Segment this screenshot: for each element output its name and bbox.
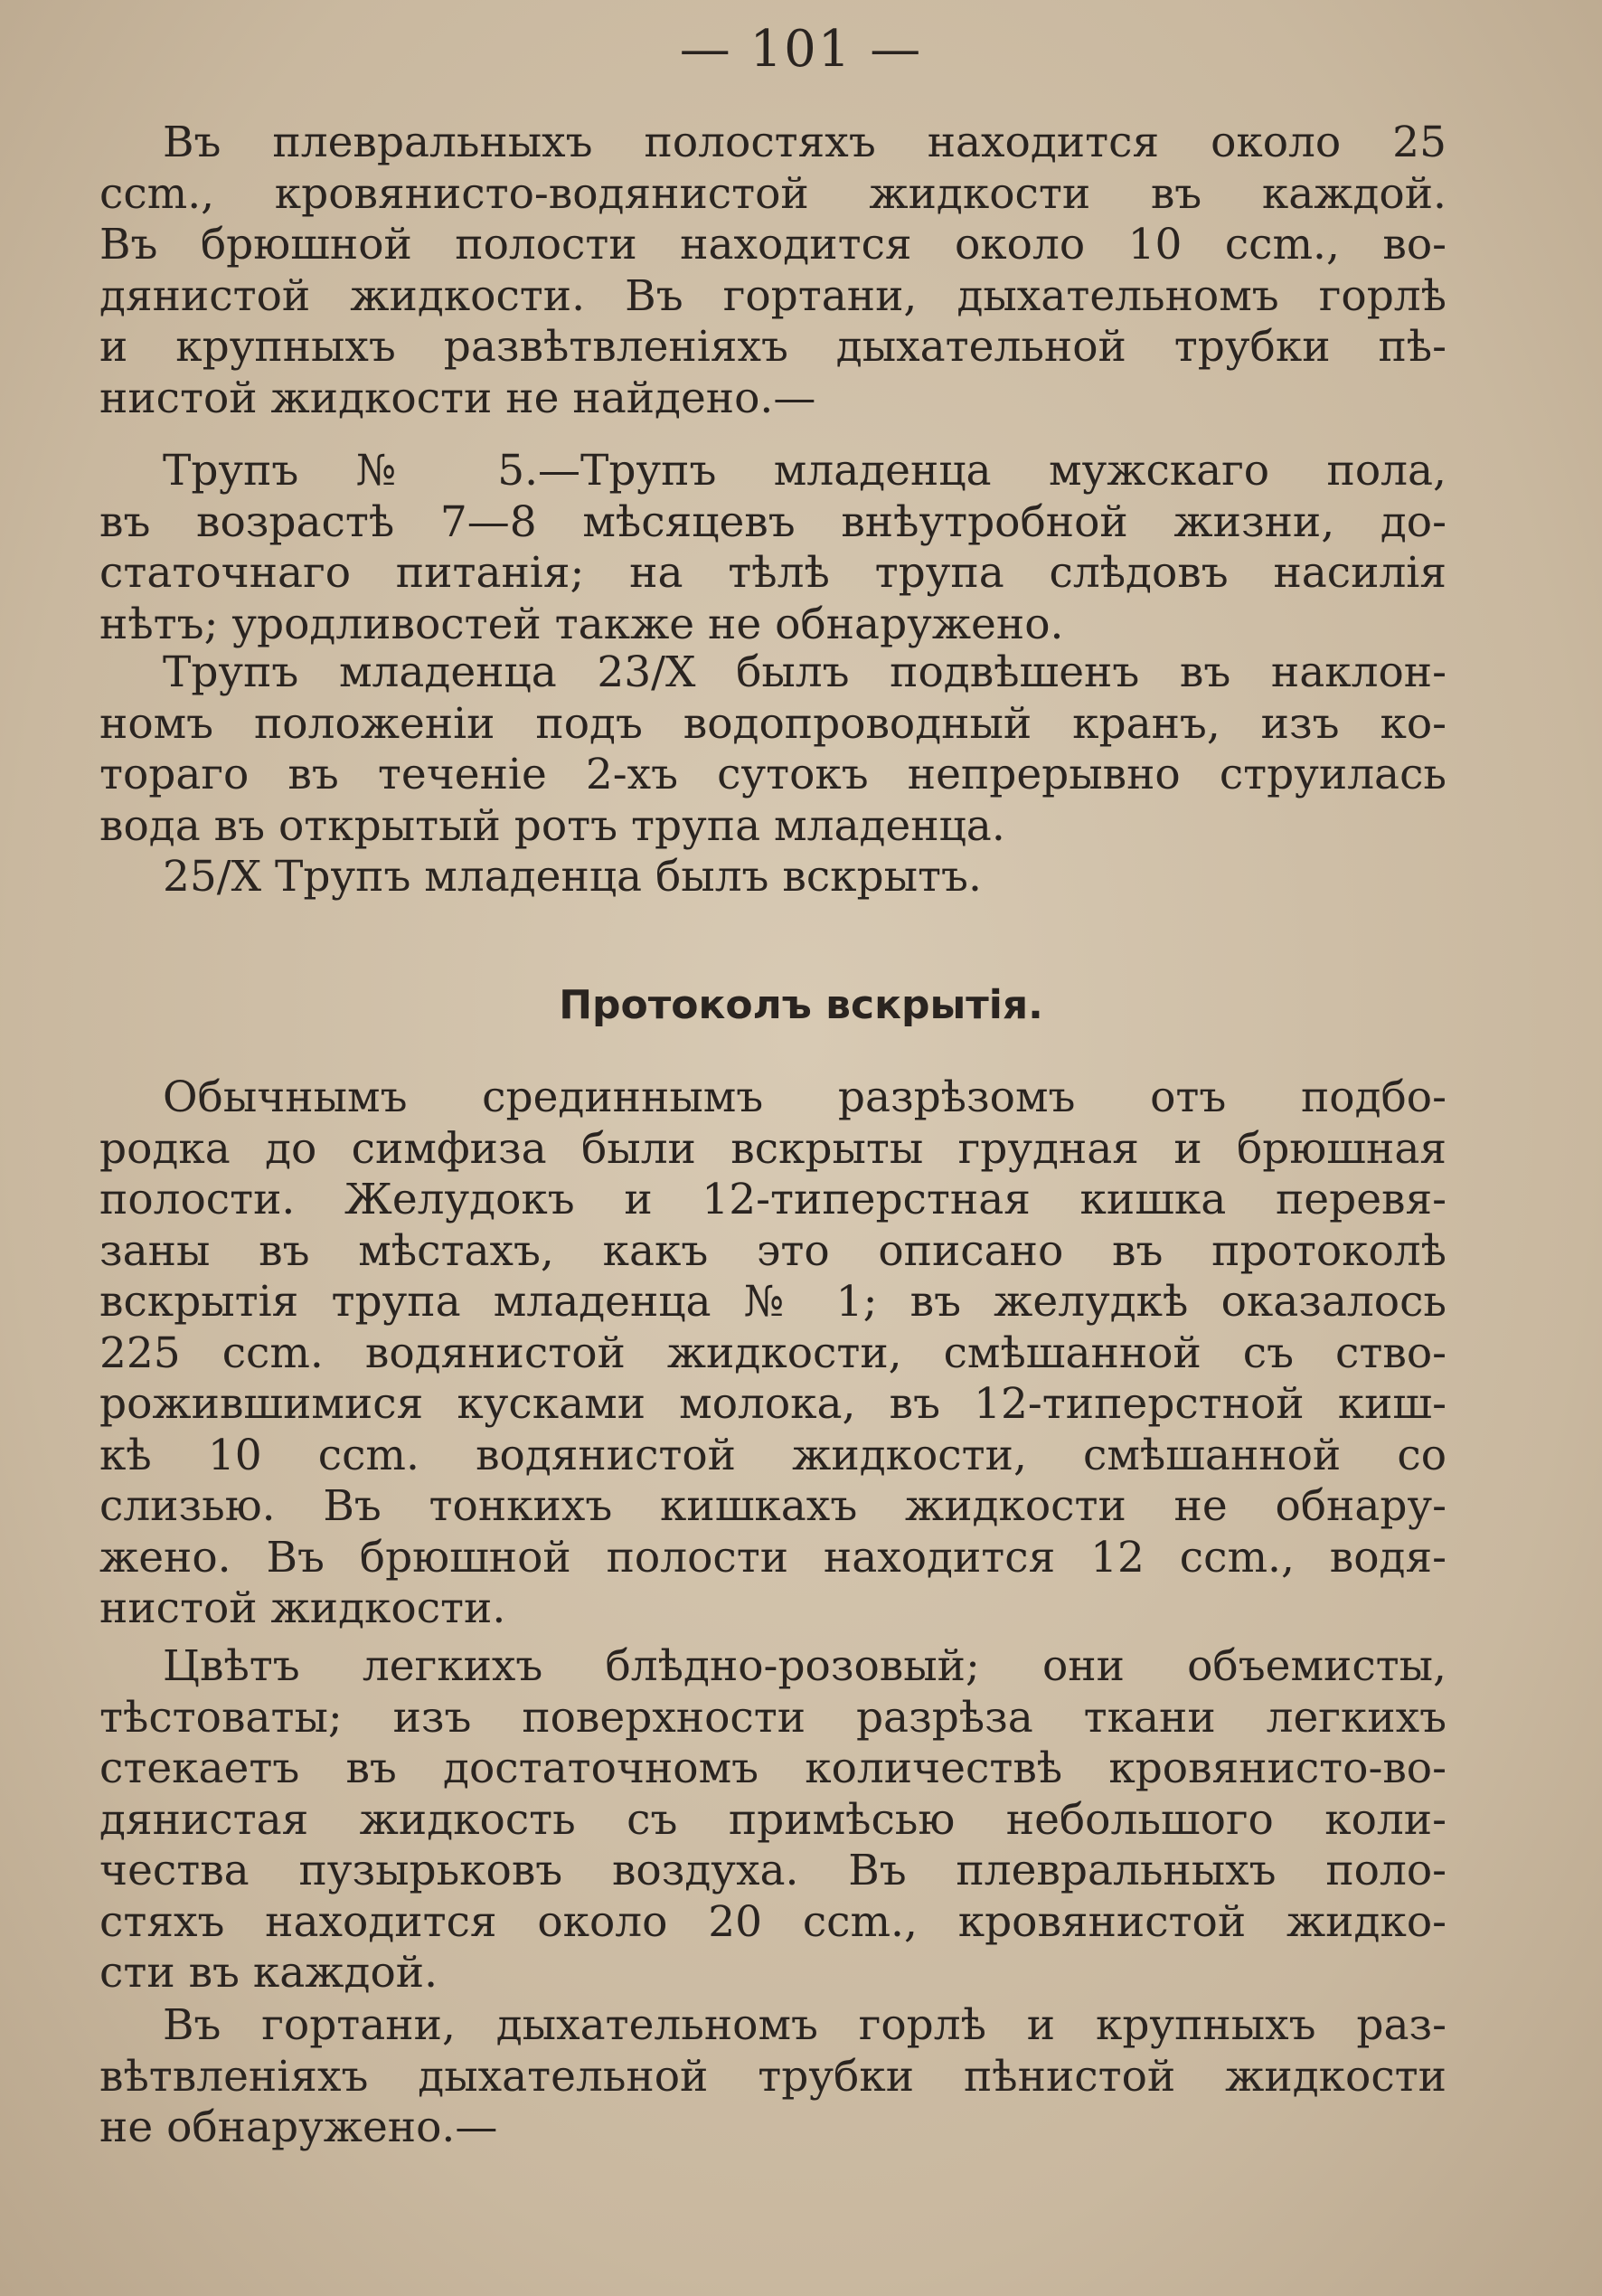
text-line: 225 ccm. водянистой жидкости, смѣшанной съ ство- (99, 1328, 1447, 1378)
text-line: стяхъ находится около 20 ccm., кровянистой жидко- (99, 1896, 1447, 1947)
page-number: — 101 — (679, 20, 923, 79)
paragraph-corpse-5 (99, 446, 1447, 650)
text-line: и крупныхъ развѣтвленіяхъ дыхательной трубки пѣ- (99, 322, 1447, 372)
text-line: нистой жидкости. (99, 1583, 506, 1633)
text-line: Цвѣтъ легкихъ блѣдно-розовый; они объемисты, (163, 1641, 1447, 1691)
text-line: вскрытія трупа младенца № 1; въ желудкѣ оказалось (99, 1277, 1447, 1327)
text-line: не обнаружено.— (99, 2102, 498, 2152)
paragraph-lungs (99, 1641, 1447, 1999)
text-line: тораго въ теченіе 2-хъ сутокъ непрерывно струилась (99, 750, 1447, 799)
text-line: нистой жидкости не найдено.— (99, 373, 816, 423)
text-line: Въ брюшной полости находится около 10 ccm., во- (99, 220, 1447, 269)
text-line: дянистая жидкость съ примѣсью небольшого коли- (99, 1794, 1447, 1845)
paragraph-incision (99, 1072, 1447, 1635)
text-line: Въ плевральныхъ полостяхъ находится около 25 (163, 118, 1447, 167)
text-line: чества пузырьковъ воздуха. Въ плевральныхъ поло- (99, 1846, 1447, 1895)
text-line: въ возрастѣ 7—8 мѣсяцевъ внѣутробной жизни, до- (99, 496, 1447, 547)
text-line: ccm., кровянисто-водянистой жидкости въ каждой. (99, 168, 1447, 219)
paragraph-larynx (99, 2000, 1447, 2154)
text-line: дянистой жидкости. Въ гортани, дыхательномъ горлѣ (99, 270, 1447, 321)
text-line: Трупъ № 5.—Трупъ младенца мужскаго пола, (163, 446, 1447, 496)
section-heading: Протоколъ вскрытія. (559, 982, 1043, 1028)
text-line: рожившимися кусками молока, въ 12-типерстной киш- (99, 1379, 1447, 1429)
text-line: заны въ мѣстахъ, какъ это описано въ протоколѣ (99, 1225, 1447, 1276)
text-line: Обычнымъ срединнымъ разрѣзомъ отъ подбо- (163, 1072, 1447, 1122)
text-line: номъ положеніи подъ водопроводный кранъ, изъ ко- (99, 698, 1447, 749)
text-line: кѣ 10 ccm. водянистой жидкости, смѣшанной со (99, 1430, 1447, 1480)
text-line: Трупъ младенца 23/X былъ подвѣшенъ въ наклон- (163, 647, 1447, 697)
text-line: сти въ каждой. (99, 1948, 438, 1998)
text-line: Въ гортани, дыхательномъ горлѣ и крупныхъ раз- (163, 2000, 1447, 2050)
text-line: стекаетъ въ достаточномъ количествѣ кровянисто-во- (99, 1743, 1447, 1793)
text-line: родка до симфиза были вскрыты грудная и брюшная (99, 1123, 1447, 1174)
text-line: вѣтвленіяхъ дыхательной трубки пѣнистой жидкости (99, 2051, 1447, 2102)
paragraph-pleural-cavities (99, 118, 1447, 424)
text-line: тѣстоваты; изъ поверхности разрѣза ткани легкихъ (99, 1692, 1447, 1743)
text-line: полости. Желудокъ и 12-типерстная кишка перевя- (99, 1175, 1447, 1224)
text-line: слизью. Въ тонкихъ кишкахъ жидкости не обнару- (99, 1481, 1447, 1531)
text-line: 25/X Трупъ младенца былъ вскрытъ. (163, 852, 982, 902)
text-line: статочнаго питанія; на тѣлѣ трупа слѣдовъ насилія (99, 548, 1447, 598)
paragraph-suspension (99, 647, 1447, 903)
text-line: нѣтъ; уродливостей также не обнаружено. (99, 599, 1064, 649)
text-line: вода въ открытый ротъ трупа младенца. (99, 800, 1005, 851)
text-line: жено. Въ брюшной полости находится 12 ccm., водя- (99, 1532, 1447, 1583)
